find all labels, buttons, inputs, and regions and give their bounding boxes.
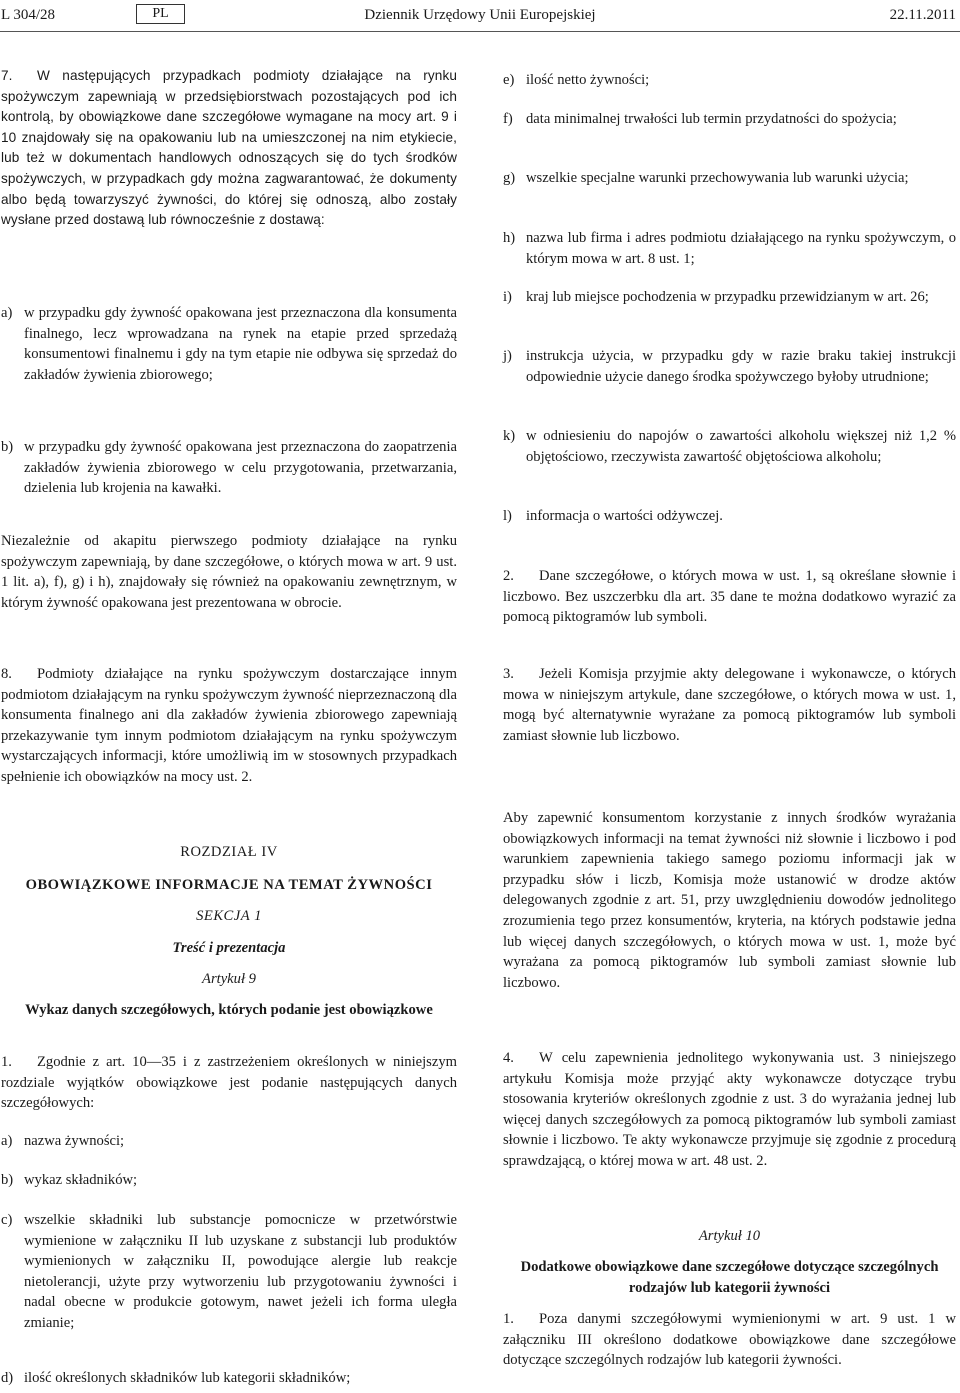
paragraph-1: 1. Zgodnie z art. 10—35 i z zastrzeżeniem określonych w niniejszym rozdziale wyjątków obowiązkowe jest podanie następujących danych szczegółowych: <box>1 1054 457 1112</box>
list-item-a <box>1 1131 457 1152</box>
item-label: i) <box>503 289 512 305</box>
paragraph-number: 2. <box>503 568 514 584</box>
left-item-b-block <box>1 437 457 499</box>
list-item-j <box>503 346 956 387</box>
item-text: ilość netto żywności; <box>526 72 650 88</box>
right-paragraph-3 <box>503 664 956 746</box>
list-item-g <box>503 168 956 189</box>
item-text: wszelkie składniki lub substancje pomocnicze w przetwórstwie wymienione w załączniku II lub uzyskane z substancji lub produktów wymienionych w załączniku II, powodujące alergie lub reakcje nietolerancji, użyte przy wytworzeniu lub przygotowaniu żywności i nadal obecne w produkcie gotowym, nawet jeżeli ich forma uległa zmianie; <box>24 1212 457 1331</box>
list-item-d <box>1 1368 457 1389</box>
list-item-c <box>1 1210 457 1334</box>
section-label: SEKCJA 1 <box>196 908 262 924</box>
list-item-b <box>1 1170 457 1191</box>
chapter-title: OBOWIĄZKOWE INFORMACJE NA TEMAT ŻYWNOŚCI <box>25 877 433 893</box>
item-label: c) <box>1 1212 13 1228</box>
journal-header <box>0 0 960 30</box>
page-reference: L 304/28 <box>1 7 56 23</box>
item-label: a) <box>1 305 13 321</box>
right-item-f <box>503 109 956 130</box>
right-paragraph-aby <box>503 808 956 993</box>
item-text: w przypadku gdy żywność opakowana jest przeznaczona dla konsumenta finalnego, lecz wprowadzana na rynek na etapie przed sprzedażą konsumentowi finalnemu i gdy na tym etapie nie odbywa się sprzedaż do zakładów żywienia zbiorowego; <box>24 305 457 383</box>
paragraph-number: 4. <box>503 1050 514 1066</box>
item-label: h) <box>503 230 516 246</box>
item-text: w odniesieniu do napojów o zawartości alkoholu większej niż 1,2 % objętościowo, rzeczywista zawartość objętościowa alkoholu; <box>526 428 956 465</box>
item-label: j) <box>503 348 512 364</box>
paragraph-8: 8. Podmioty działające na rynku spożywczym dostarczające innym podmiotom działającym na rynku spożywczym żywność nieprzeznaczoną dla konsumenta finalnego ani dla zakładów żywienia zbiorowego zapewniają przekazywanie tym innym podmiotom działającym na rynku spożywczym wystarczających informacji, które umożliwią im w stosownych przypadkach spełnienie ich obowiązków na mocy ust. 2. <box>1 666 457 785</box>
paragraph-niezaleznie: Niezależnie od akapitu pierwszego podmioty działające na rynku spożywczym zapewniają, by dane szczegółowe, o których mowa w art. 9 ust. 1 lit. a), f), g) i h), znajdowały się również na opakowaniu zewnętrznym, w którym żywność opakowana jest prezentowana w obrocie. <box>1 533 457 611</box>
paragraph-number: 1. <box>503 1311 514 1327</box>
article-9-paragraph-1 <box>1 1052 457 1114</box>
list-item-e <box>503 70 956 91</box>
list-item-l <box>503 506 956 527</box>
item-label: l) <box>503 508 512 524</box>
item-text: wykaz składników; <box>24 1172 138 1188</box>
list-item-i <box>503 287 956 308</box>
niezaleznie-block <box>1 531 457 613</box>
item-text: informacja o wartości odżywczej. <box>526 508 723 524</box>
item-label: d) <box>1 1370 14 1386</box>
paragraph-number: 1. <box>1 1054 12 1070</box>
right-item-e <box>503 70 956 91</box>
paragraph-number: 3. <box>503 666 514 682</box>
item-text: data minimalnej trwałości lub termin przydatności do spożycia; <box>526 111 897 127</box>
item-text: kraj lub miejsce pochodzenia w przypadku przewidzianym w art. 26; <box>526 289 929 305</box>
left-paragraph-8 <box>1 664 457 788</box>
item-label: f) <box>503 111 513 127</box>
item-label: k) <box>503 428 516 444</box>
paragraph-7: 7. W następujących przypadkach podmioty działające na rynku spożywczym zapewniają w przedsiębiorstwach pozostających pod ich kontrolą, by obowiązkowe dane szczegółowe wymagane na mocy art. 9 i 10 znajdowały się na opakowaniu lub na umieszczonej na nim etykiecie, lub też w dokumentach handlowych odnoszących się do tych środków spożywczych, w przypadkach gdy można zagwarantować, że dokumenty albo będą towarzyszyć żywności, do której się odnoszą, albo zostały wysłane przed dostawą lub równocześnie z dostawą: <box>1 68 457 228</box>
art9-item-d <box>1 1368 457 1389</box>
chapter-label: ROZDZIAŁ IV <box>180 844 278 860</box>
paragraph-2: 2. Dane szczegółowe, o których mowa w ust. 1, są określane słownie i liczbowo. Bez uszczerbku dla art. 35 dane te można dodatkowo wyrazić za pomocą piktogramów lub symboli. <box>503 568 956 626</box>
article-9-label: Artykuł 9 <box>202 971 256 987</box>
paragraph-number: 7. <box>1 68 13 83</box>
article-10-title: Dodatkowe obowiązkowe dane szczegółowe dotyczące szczególnych rodzajów lub kategorii żywności <box>520 1259 939 1296</box>
article-10-label: Artykuł 10 <box>698 1228 761 1244</box>
right-item-g <box>503 168 956 189</box>
paragraph-aby: Aby zapewnić konsumentom korzystanie z innych środków wyrażania obowiązkowych informacji na temat żywności niż słownie i liczbowo i pod warunkiem zapewnienia takiego samego poziomu informacji jak w przypadku słów i liczb, Komisja może ustanowić w drodze aktów delegowanych zgodnie z art. 51, przy uwzględnieniu dowodów jednolitego zrozumienia tego przez konsumentów, kryteria, na których podstawie jedna lub więcej danych szczegółowych, o których mowa w ust. 1, może być wyrażana za pomocą piktogramów lub symboli zamiast słownie lub liczbowo. <box>503 810 956 991</box>
list-item-b <box>1 437 457 499</box>
item-label: g) <box>503 170 516 186</box>
item-label: b) <box>1 1172 14 1188</box>
item-text: w przypadku gdy żywność opakowana jest przeznaczona do zaopatrzenia zakładów żywienia zbiorowego w celu przygotowania, przetwarzania, dzielenia lub krojenia na kawałki. <box>24 439 457 497</box>
list-item-a <box>1 303 457 385</box>
journal-title: Dziennik Urzędowy Unii Europejskiej <box>364 7 596 23</box>
right-item-l <box>503 506 956 527</box>
paragraph-number: 8. <box>1 666 12 682</box>
right-paragraph-4 <box>503 1048 956 1172</box>
left-item-a-block <box>1 303 457 385</box>
paragraph-4: 4. W celu zapewnienia jednolitego wykonywania ust. 3 niniejszego artykułu Komisja może przyjąć akty wykonawcze dotyczące trybu stosowania kryteriów określonych zgodnie z ust. 3 do wyrażania jednej lub więcej danych szczegółowych za pomocą piktogramów lub symboli zamiast słownie i liczbowo. Te akty wykonawcze przyjmuje się zgodnie z procedurą sprawdzającą, o której mowa w art. 48 ust. 2. <box>503 1050 956 1169</box>
language-box: PL <box>136 4 185 24</box>
list-item-h <box>503 228 956 269</box>
item-text: nazwa żywności; <box>24 1133 125 1149</box>
list-item-f <box>503 109 956 130</box>
item-label: b) <box>1 439 14 455</box>
right-item-k <box>503 426 956 467</box>
right-item-i <box>503 287 956 308</box>
art9-item-c <box>1 1210 457 1334</box>
item-text: nazwa lub firma i adres podmiotu działającego na rynku spożywczym, o którym mowa w art. 8 ust. 1; <box>526 230 956 267</box>
item-text: instrukcja użycia, w przypadku gdy w razie braku takiej instrukcji odpowiednie użycie danego środka spożywczego byłoby utrudnione; <box>526 348 956 385</box>
right-item-h <box>503 228 956 269</box>
publication-date: 22.11.2011 <box>889 7 956 23</box>
art9-item-b <box>1 1170 457 1191</box>
section-title: Treść i prezentacja <box>172 940 286 956</box>
item-label: e) <box>503 72 515 88</box>
article-9-title: Wykaz danych szczegółowych, których podanie jest obowiązkowe <box>25 1002 433 1018</box>
art9-item-a <box>1 1131 457 1152</box>
right-item-j <box>503 346 956 387</box>
left-column-top <box>1 66 457 231</box>
item-label: a) <box>1 1133 13 1149</box>
header-rule <box>0 31 960 32</box>
paragraph-3: 3. Jeżeli Komisja przyjmie akty delegowane i wykonawcze, o których mowa w niniejszym artykule, dane szczegółowe, o których mowa w ust. 1, mogą być alternatywnie wyrażane za pomocą piktogramów lub symboli zamiast słownie lub liczbowo. <box>503 666 956 744</box>
list-item-k <box>503 426 956 467</box>
item-text: wszelkie specjalne warunki przechowywania lub warunki użycia; <box>526 170 909 186</box>
right-paragraph-2 <box>503 566 956 628</box>
paragraph-1: 1. Poza danymi szczegółowymi wymienionymi w art. 9 ust. 1 w załączniku III określono dodatkowe obowiązkowe dane szczegółowe dotyczące szczególnych rodzajów lub kategorii żywności. <box>503 1311 956 1369</box>
article-10-paragraph-1 <box>503 1309 956 1371</box>
item-text: ilość określonych składników lub kategorii składników; <box>24 1370 351 1386</box>
